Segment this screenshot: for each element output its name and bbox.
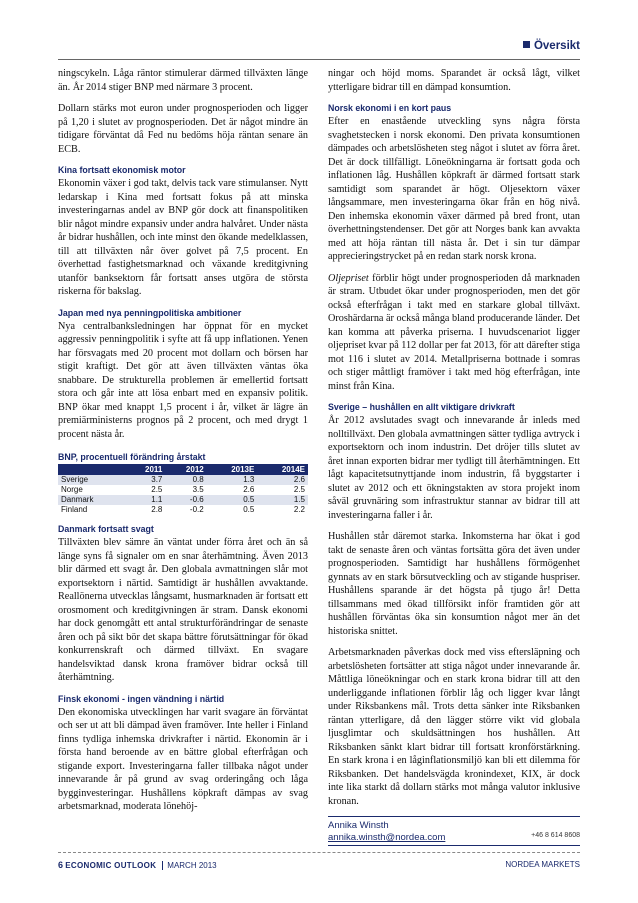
table-row bbox=[58, 475, 308, 485]
page-number: 6 bbox=[58, 860, 64, 870]
paragraph: Den ekonomiska utvecklingen har varit svagare än förväntat och ser ut att bli dämpad även framöver. Inte heller i Finland finns tydliga inhemska drivkrafter i närtid. Ekonomin är i första hand beroende av en bättre global efterfrågan och stigande export. Investeringarna faller tillbaka något under innevarande år på grund av svag orderingång och låga bygginvesteringar. Hushållens köpkraft dämpas av svag arbetsmarknad, moderata lönehöj- bbox=[58, 706, 308, 812]
table-cell: 2.5 bbox=[293, 485, 305, 494]
top-rule bbox=[58, 59, 580, 60]
paragraph: ningscykeln. Låga räntor stimulerar därmed tillväxten länge än. År 2014 stiger BNP med närmare 3 procent. bbox=[58, 68, 308, 93]
table-cell: 2.6 bbox=[257, 475, 308, 485]
table-cell: Norge bbox=[61, 485, 83, 494]
heading-sverige: Sverige – hushållen en allt viktigare drivkraft bbox=[328, 402, 515, 412]
table-cell: 1.1 bbox=[125, 495, 166, 505]
paragraph: Arbetsmarknaden påverkas dock med viss eftersläpning och arbetslösheten fortsätter att stiga något under innevarande år. Måttliga löneökningar och en stark krona bidrar till att den underliggande inflationen förblir låg och ligger kvar långt under Riksbankens mål. Trots detta sänker inte Riksbanken räntan ytterligare, då den lägger större vikt vid globala ljusglimtar och skuldsättningen hos hushållen. Att Riksbanken sänkt klart bidrar till fortsatt kronförstärkning. En stark krona i en låginflationsmiljö kan bli ett dilemma för Riksbanken. Det handelsvägda kronindexet, KIX, är dock inte lika starkt då dollarn stärks mot många valutor inklusive kronan. bbox=[328, 647, 580, 807]
section-title: Översikt bbox=[533, 40, 580, 52]
table-header-cell: 2011 bbox=[125, 464, 166, 475]
author-signature bbox=[328, 816, 580, 846]
table-cell: 3.5 bbox=[192, 485, 204, 494]
square-bullet-icon bbox=[523, 41, 530, 48]
table-cell: 0.8 bbox=[165, 475, 206, 485]
author-email-link[interactable]: annika.winsth@nordea.com bbox=[328, 832, 446, 843]
left-column bbox=[58, 67, 308, 822]
paragraph: ningar och höjd moms. Sparandet är också lågt, vilket ytterligare bidrar till en dämpad konsumtion. bbox=[328, 68, 580, 93]
paragraph: Nya centralbanksledningen har öppnat för en mycket aggressiv penningpolitik i syfte att få upp inflationen. Yenen har försvagats med 20 procent mot dollarn och börsen har stigit kraftigt. Det gör att även tillväxten väntas öka snabbare. De strukturella problemen är emellertid fortsatt stora och går inte att lösa enbart med en expansiv politik. BNP ökar med knappt 1,5 procent i år, vilket är lägre än premiärministerns prognos på 2 procent, och med drygt 1 procent nästa år. bbox=[58, 320, 308, 440]
publication-name: ECONOMIC OUTLOOK bbox=[65, 861, 157, 870]
table-header-cell: 2012 bbox=[165, 464, 206, 475]
heading-norsk: Norsk ekonomi i en kort paus bbox=[328, 103, 452, 113]
table-cell: 3.7 bbox=[125, 475, 166, 485]
section-tag bbox=[523, 40, 580, 52]
table-cell: Danmark bbox=[58, 495, 125, 505]
table-cell: Finland bbox=[61, 505, 88, 514]
table-title: BNP, procentuell förändring årstakt bbox=[58, 452, 206, 462]
right-column bbox=[328, 67, 580, 846]
table-cell: 0.5 bbox=[243, 505, 255, 514]
page-footer bbox=[58, 860, 580, 870]
table-row bbox=[58, 495, 308, 505]
table-row bbox=[58, 485, 308, 495]
table-header-cell: 2014E bbox=[257, 464, 308, 475]
paragraph: Tillväxten blev sämre än väntat under förra året och än så länge syns få signaler om en snar återhämtning. Även 2013 blir därmed ett svagt år. Den globala avmattningen slår mot exportsektorn i närtid. Samtidigt är hushållen avvaktande. Reallönerna utvecklas långsamt, husmarknaden är fortsatt ett orosmoment och kreditgivningen är stram. Dansk ekonomi har dock genomgått ett antal strukturförändringar de senaste åren och på sikt bör det skapa bättre förutsättningar för ökad konkurrenskraft och därmed tillväxt. En svagare handelsviktad dansk krona framöver bidrar också till återhämtning. bbox=[58, 537, 308, 683]
paragraph: År 2012 avslutades svagt och innevarande år inleds med nolltillväxt. Den globala avmattningen sätter tydliga avtryck i exportsektorn och inom industrin. Det dröjer tills slutet av året innan exporten bidrar mer tydligt till återhämtningen. Ett lågt kapacitetsutnyttjande inom industrin, få byggstarter i slutet av 2012 och ett ökningstakten av stora projekt inom såväl gruvnäring som infrastruktur stannar av bidrar till att investeringarna faller i år. bbox=[328, 415, 580, 521]
oil-term: Oljepriset bbox=[328, 272, 369, 284]
table-cell: -0.2 bbox=[189, 505, 204, 514]
author-name: Annika Winsth bbox=[328, 820, 389, 831]
oil-text: förblir högt under prognosperioden då marknaden är stram. Utbudet ökar under prognosperioden, men det gör också efterfrågan i takt med en starkare global tillväxt. Oroshärdarna är också många bland producerande länder. Det kan komma att påverka priserna. I huvudscenariot ligger oljepriset kvar på 112 dollar per fat 2013, för att därefter stiga mot 116 i slutet av 2014. Metallpriserna bottnade i somras och stiger måttligt framöver i takt med hög efterfrågan, inte minst från Kina. bbox=[328, 272, 580, 392]
table-cell: Sverige bbox=[58, 475, 125, 485]
heading-finland: Finsk ekonomi - ingen vändning i närtid bbox=[58, 693, 225, 704]
table-header-cell: 2013E bbox=[207, 464, 258, 475]
table-cell: 1.5 bbox=[257, 495, 308, 505]
heading-kina: Kina fortsatt ekonomisk motor bbox=[58, 165, 186, 175]
company-name: NORDEA MARKETS bbox=[505, 860, 580, 869]
table-cell: 2.5 bbox=[151, 485, 163, 494]
table-cell: 2.8 bbox=[151, 505, 163, 514]
paragraph: Dollarn stärks mot euron under prognosperioden och ligger på 1,20 i slutet av prognosperioden. Det är något mindre än tidigare förväntat då Fed nu bedöms höja räntan senare än ECB. bbox=[58, 103, 308, 155]
footer-rule bbox=[58, 852, 580, 853]
publication-date: MARCH 2013 bbox=[167, 861, 217, 870]
paragraph: Hushållen står däremot starka. Inkomsterna har ökat i god takt de senaste åren och väntas fortsätta göra det även under prognosperioden. Samtidigt har hushållens förmögenhet gynnats av en stark börsutveckling och av stigande huspriser. Hushållens sparande är det högsta på tjugo år! Detta tillsammans med ökad tillförsikt inför framtiden gör att hushållen förväntas öka sin konsumtion något mer än det historiska snittet. bbox=[328, 531, 580, 637]
table-header-cell bbox=[58, 464, 125, 475]
heading-danmark: Danmark fortsatt svagt bbox=[58, 524, 154, 534]
table-row bbox=[58, 505, 308, 515]
table-cell: 2.2 bbox=[293, 505, 305, 514]
table-header-row bbox=[58, 464, 308, 475]
table-cell: -0.6 bbox=[165, 495, 206, 505]
paragraph: Ekonomin växer i god takt, delvis tack vare stimulanser. Nytt ledarskap i Kina med fortsatt fokus på att minska investeringarnas andel av BNP gör dock att finanspolitiken blir något mindre expansiv under andra halvåret. Under nästa år bidrar hushållen, och inte minst den ökande medelklassen, till att tillväxten når över golvet på 7,5 procent. En överhettad fastighetsmarknad och växande kreditgivning utanför banksektorn får fortsatt anses utgöra de största riskerna för bakslag. bbox=[58, 178, 308, 297]
table-cell: 0.5 bbox=[207, 495, 258, 505]
table-cell: 1.3 bbox=[207, 475, 258, 485]
author-phone: +46 8 614 8608 bbox=[531, 832, 580, 839]
paragraph-olja bbox=[328, 272, 580, 394]
footer-separator bbox=[162, 861, 163, 870]
table-cell: 2.6 bbox=[243, 485, 255, 494]
gdp-table bbox=[58, 464, 308, 515]
heading-japan: Japan med nya penningpolitiska ambitioner bbox=[58, 307, 242, 318]
paragraph: Efter en enastående utveckling syns några första svaghetstecken i norsk ekonomi. Den privata konsumtionen dämpades och arbetslösheten steg något i slutet av förra året. Det är dock tillfälligt. Löneökningarna är fortsatt goda och inflationen låg. Hushållen köpkraft är därmed fortsatt stark samtidigt som sparandet är högt. Oljesektorn växer långsammare, men investeringarna ökar från en hög nivå. Den inhemska ekonomin växer därmed på bred front, utan överhettningstendenser. Det gör att Norges bank kan avvakta med att höja räntan till nästa år. Det i sin tur dämpar apprecieringstrycket på en redan stark norsk krona. bbox=[328, 116, 580, 262]
